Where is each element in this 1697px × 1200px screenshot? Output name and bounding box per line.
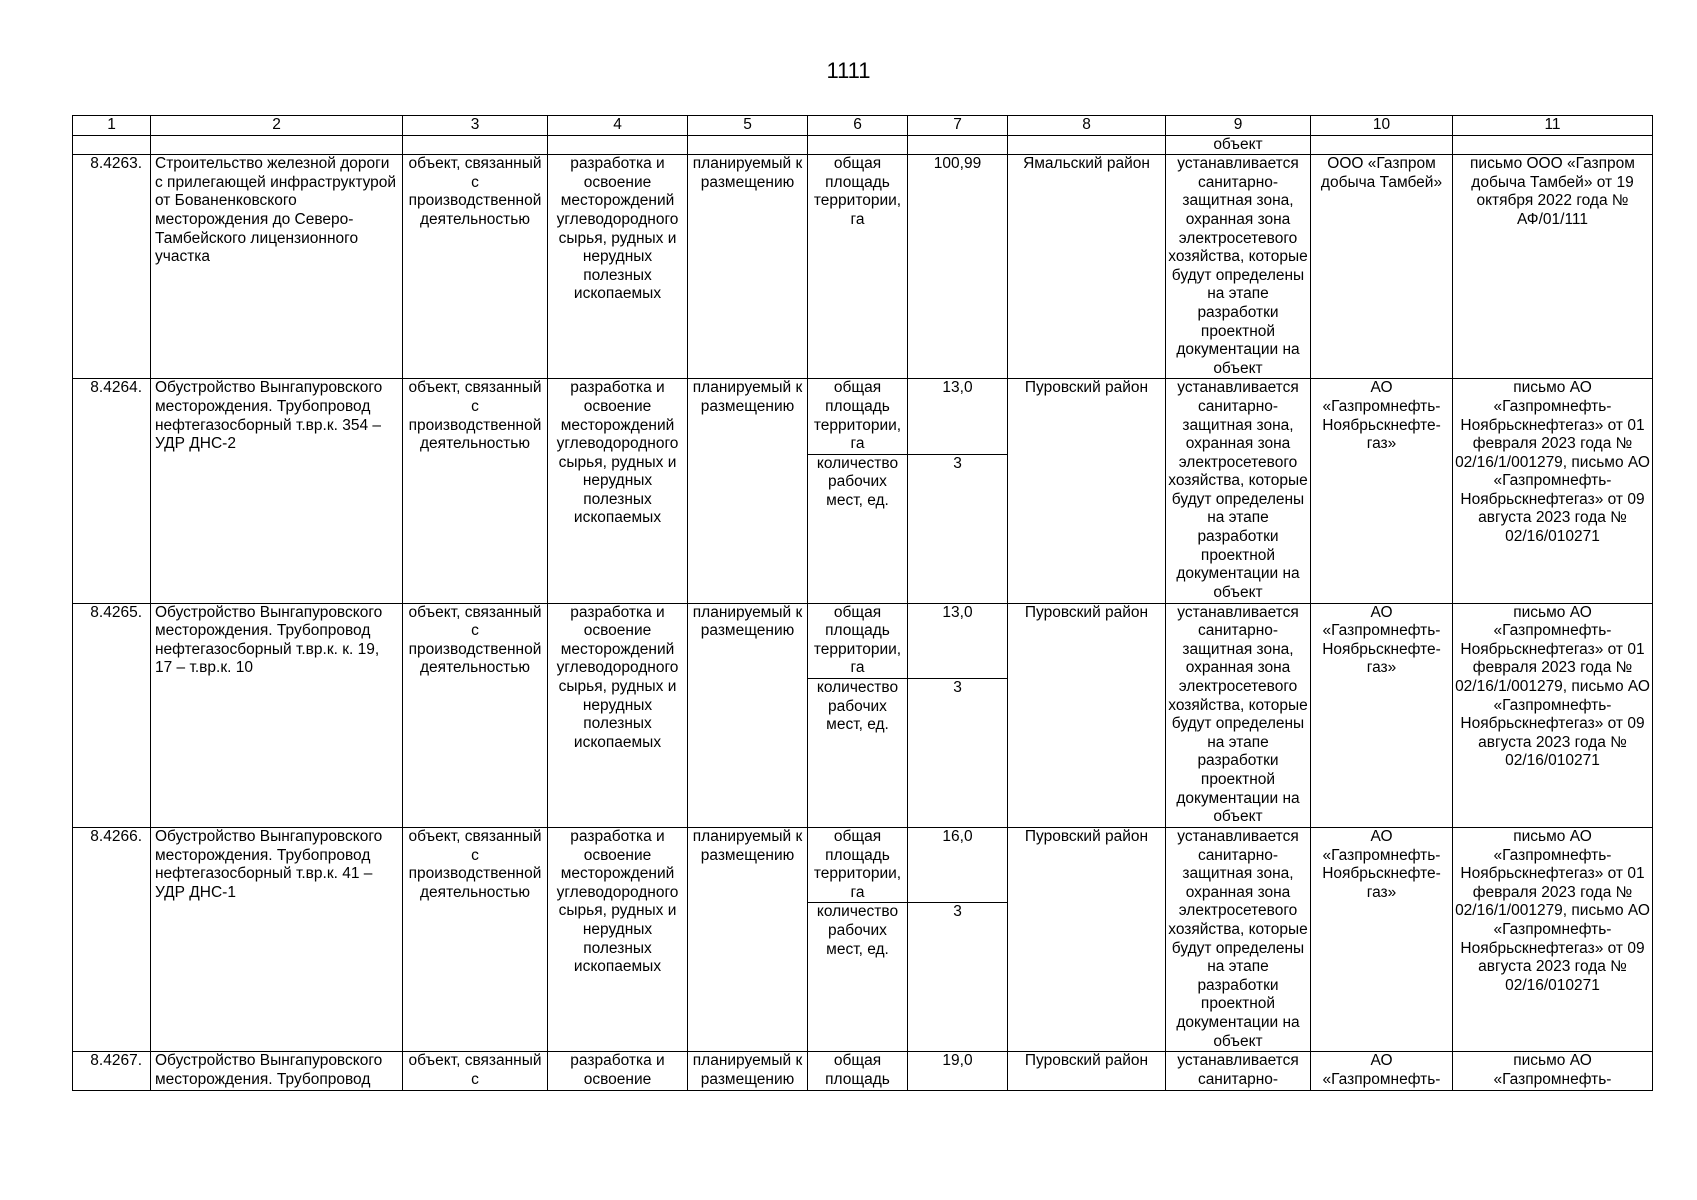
page-number: 1111	[826, 58, 871, 83]
column-header: 7	[908, 116, 1008, 136]
object-purpose: разработка и освоение месторождений углеводородного сырья, рудных и нерудных полезных ископаемых	[548, 828, 688, 1052]
column-header: 4	[548, 116, 688, 136]
table-row	[73, 155, 1653, 379]
row-id: 8.4267.	[73, 1052, 151, 1090]
organization: АО «Газпромнефть-Ноябрьскнефте-газ»	[1311, 828, 1453, 1052]
empty-cell	[1311, 135, 1453, 155]
empty-cell	[548, 135, 688, 155]
district: Пуровский район	[1008, 379, 1166, 603]
zones: устанавливается санитарно-защитная зона, охранная зона электросетевого хозяйства, которые будут определены на этапе разработки проектной документации на объект	[1166, 828, 1311, 1052]
row-id: 8.4265.	[73, 603, 151, 827]
district: Пуровский район	[1008, 1052, 1166, 1090]
column-numbers-row	[73, 116, 1653, 136]
object-name: Обустройство Вынгапуровского месторождения. Трубопровод	[151, 1052, 403, 1090]
empty-cell	[1008, 135, 1166, 155]
empty-cell	[908, 135, 1008, 155]
metric-value: 16,0	[908, 828, 1008, 903]
column-header: 9	[1166, 116, 1311, 136]
object-purpose: разработка и освоение	[548, 1052, 688, 1090]
metric-label: общая площадь территории, га	[808, 155, 908, 379]
organization: ООО «Газпром добыча Тамбей»	[1311, 155, 1453, 379]
column-header: 1	[73, 116, 151, 136]
basis: письмо АО «Газпромнефть-Ноябрьскнефтегаз» от 01 февраля 2023 года № 02/16/1/001279, письмо АО «Газпромнефть-Ноябрьскнефтегаз» от 09 августа 2023 года № 02/16/010271	[1453, 379, 1653, 603]
object-purpose: разработка и освоение месторождений углеводородного сырья, рудных и нерудных полезных ископаемых	[548, 603, 688, 827]
object-purpose: разработка и освоение месторождений углеводородного сырья, рудных и нерудных полезных ископаемых	[548, 155, 688, 379]
object-name: Обустройство Вынгапуровского месторождения. Трубопровод нефтегазосборный т.вр.к. 354 – УДР ДНС-2	[151, 379, 403, 603]
basis: письмо АО «Газпромнефть-Ноябрьскнефтегаз» от 01 февраля 2023 года № 02/16/1/001279, письмо АО «Газпромнефть-Ноябрьскнефтегаз» от 09 августа 2023 года № 02/16/010271	[1453, 828, 1653, 1052]
row-id: 8.4266.	[73, 828, 151, 1052]
zones: устанавливается санитарно-	[1166, 1052, 1311, 1090]
metric-label: общая площадь территории, га	[808, 379, 908, 454]
empty-cell	[151, 135, 403, 155]
object-status: планируемый к размещению	[688, 1052, 808, 1090]
empty-cell	[403, 135, 548, 155]
metric-label: общая площадь	[808, 1052, 908, 1090]
column-header: 5	[688, 116, 808, 136]
table-row	[73, 828, 1653, 903]
column-header: 11	[1453, 116, 1653, 136]
table-row	[73, 379, 1653, 454]
column-header: 6	[808, 116, 908, 136]
object-status: планируемый к размещению	[688, 828, 808, 1052]
row-id: 8.4264.	[73, 379, 151, 603]
zones: устанавливается санитарно-защитная зона, охранная зона электросетевого хозяйства, которые будут определены на этапе разработки проектной документации на объект	[1166, 155, 1311, 379]
metric-value: 19,0	[908, 1052, 1008, 1090]
column-header: 2	[151, 116, 403, 136]
organization: АО «Газпромнефть-Ноябрьскнефте-газ»	[1311, 379, 1453, 603]
metric-value: 13,0	[908, 603, 1008, 678]
metric-label: общая площадь территории, га	[808, 603, 908, 678]
basis: письмо АО «Газпромнефть-Ноябрьскнефтегаз» от 01 февраля 2023 года № 02/16/1/001279, письмо АО «Газпромнефть-Ноябрьскнефтегаз» от 09 августа 2023 года № 02/16/010271	[1453, 603, 1653, 827]
organization: АО «Газпромнефть-Ноябрьскнефте-газ»	[1311, 603, 1453, 827]
column-header: 10	[1311, 116, 1453, 136]
empty-cell	[808, 135, 908, 155]
object-status: планируемый к размещению	[688, 379, 808, 603]
basis: письмо АО «Газпромнефть-	[1453, 1052, 1653, 1090]
continuation-row	[73, 135, 1653, 155]
row-id: 8.4263.	[73, 155, 151, 379]
objects-register-table	[72, 115, 1653, 1091]
metric-value: 3	[908, 454, 1008, 603]
object-type: объект, связанный с производственной деятельностью	[403, 828, 548, 1052]
object-name: Строительство железной дороги с прилегающей инфраструктурой от Бованенковского месторождения до Северо-Тамбейского лицензионного участка	[151, 155, 403, 379]
column-header: 3	[403, 116, 548, 136]
metric-label: количество рабочих мест, ед.	[808, 679, 908, 828]
object-purpose: разработка и освоение месторождений углеводородного сырья, рудных и нерудных полезных ископаемых	[548, 379, 688, 603]
metric-label: количество рабочих мест, ед.	[808, 903, 908, 1052]
object-type: объект, связанный с производственной деятельностью	[403, 603, 548, 827]
table-row	[73, 603, 1653, 678]
continuation-cell: объект	[1166, 135, 1311, 155]
metric-label: количество рабочих мест, ед.	[808, 454, 908, 603]
basis: письмо ООО «Газпром добыча Тамбей» от 19 октября 2022 года № АФ/01/111	[1453, 155, 1653, 379]
object-status: планируемый к размещению	[688, 603, 808, 827]
empty-cell	[688, 135, 808, 155]
empty-cell	[1453, 135, 1653, 155]
object-type: объект, связанный с производственной деятельностью	[403, 379, 548, 603]
empty-cell	[73, 135, 151, 155]
district: Пуровский район	[1008, 603, 1166, 827]
column-header: 8	[1008, 116, 1166, 136]
table-row	[73, 1052, 1653, 1090]
district: Пуровский район	[1008, 828, 1166, 1052]
metric-value: 100,99	[908, 155, 1008, 379]
object-type: объект, связанный с	[403, 1052, 548, 1090]
organization: АО «Газпромнефть-	[1311, 1052, 1453, 1090]
metric-value: 3	[908, 679, 1008, 828]
metric-label: общая площадь территории, га	[808, 828, 908, 903]
zones: устанавливается санитарно-защитная зона, охранная зона электросетевого хозяйства, которые будут определены на этапе разработки проектной документации на объект	[1166, 603, 1311, 827]
metric-value: 13,0	[908, 379, 1008, 454]
metric-value: 3	[908, 903, 1008, 1052]
object-name: Обустройство Вынгапуровского месторождения. Трубопровод нефтегазосборный т.вр.к. 41 – УДР ДНС-1	[151, 828, 403, 1052]
object-name: Обустройство Вынгапуровского месторождения. Трубопровод нефтегазосборный т.вр.к. к. 19, 17 – т.вр.к. 10	[151, 603, 403, 827]
object-status: планируемый к размещению	[688, 155, 808, 379]
district: Ямальский район	[1008, 155, 1166, 379]
zones: устанавливается санитарно-защитная зона, охранная зона электросетевого хозяйства, которые будут определены на этапе разработки проектной документации на объект	[1166, 379, 1311, 603]
object-type: объект, связанный с производственной деятельностью	[403, 155, 548, 379]
